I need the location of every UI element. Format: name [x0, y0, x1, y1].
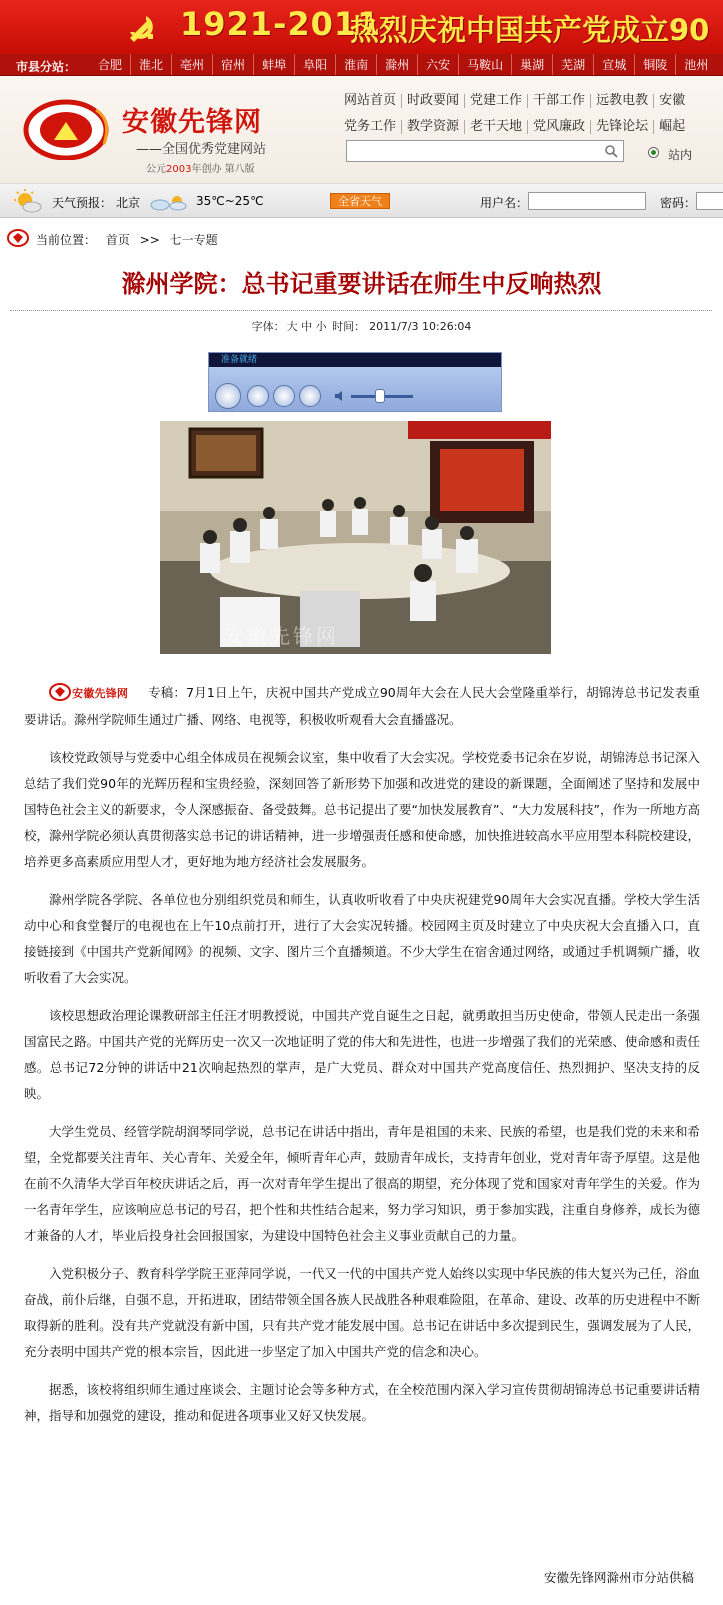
article-paragraph: [24, 680, 700, 733]
city-link[interactable]: 亳州: [171, 54, 212, 76]
breadcrumb: [6, 225, 716, 251]
main-nav-row: [344, 88, 723, 114]
search-scope-radio[interactable]: [648, 147, 659, 158]
search-input[interactable]: [346, 140, 624, 162]
site-tagline: ——全国优秀党建网站: [136, 142, 267, 157]
password-label: 密码：: [660, 196, 697, 210]
site-header: [0, 76, 723, 184]
party-emblem-icon: [122, 8, 162, 48]
paragraph-text: 专稿：7月1日上午，庆祝中国共产党成立90周年大会在人民大会堂隆重举行，胡锦涛总书记发表重要讲话。滁州学院师生通过广播、网络、电视等，积极收听观看大会直播盛况。: [24, 685, 700, 727]
article-paragraph: 据悉，该校将组织师生通过座谈会、主题讨论会等多种方式，在全校范围内深入学习宣传贯彻胡锦涛总书记重要讲话精神，指导和加强党的建设，推动和促进各项事业又好又快发展。: [24, 1382, 700, 1423]
meeting-room-photo: [160, 421, 551, 654]
city-list: [90, 54, 716, 76]
stop-icon[interactable]: [247, 385, 269, 407]
breadcrumb-icon: [6, 227, 30, 249]
breadcrumb-label: 当前位置：: [36, 233, 97, 247]
main-nav: [344, 88, 723, 140]
next-icon[interactable]: [299, 385, 321, 407]
nav-item-distance-edu[interactable]: 远教电教: [590, 94, 653, 108]
city-link[interactable]: 合肥: [98, 58, 123, 72]
publish-time: 2011/7/3 10:26:04: [369, 320, 472, 333]
city-link[interactable]: 铜陵: [634, 54, 675, 76]
city-link[interactable]: 蚌埠: [253, 54, 294, 76]
prev-icon[interactable]: [273, 385, 295, 407]
nav-item-rise[interactable]: 崛起: [653, 120, 690, 134]
site-logo-icon[interactable]: [20, 96, 116, 160]
city-link[interactable]: 宿州: [212, 54, 253, 76]
article-source: 安徽先锋网滁州市分站供稿: [543, 1570, 694, 1585]
breadcrumb-section[interactable]: 七一专题: [169, 233, 218, 247]
weather-label: 天气预报：: [52, 196, 113, 210]
site-founded: [146, 160, 255, 175]
article-meta: [0, 318, 723, 334]
article-paragraph: 该校党政领导与党委中心组全体成员在视频会议室，集中收看了大会实况。学校党委书记余在岁说，胡锦涛总书记深入总结了我们党90年的光辉历程和宝贵经验，深刻回答了新形势下加强和改进党的建设的新课题，全面阐述了坚持和发展中国特色社会主义的新要求，令人深感振奋、备受鼓舞。总书记提出了要“加快发展教育”、“大力发展科技”，作为一所地方高校，滁州学院必须认真贯彻落实总书记的讲话精神，进一步增强责任感和使命感，加快推进较高水平应用型本科院校建设，培养更多高素质应用型人才，更好地为地方经济社会发展服务。: [24, 750, 700, 869]
article-paragraph: 入党积极分子、教育科学学院王亚萍同学说，一代又一代的中国共产党人始终以实现中华民族的伟大复兴为己任，浴血奋战，前仆后继，自强不息，开拓进取，团结带领全国各族人民战胜各种艰难险阻，在革命、建设、改革的历史进程中不断取得新的胜利。没有共产党就没有新中国，只有共产党才能发展中国。总书记在讲话中多次提到民生，强调发展为了人民，充分表明中国共产党的根本宗旨，因此进一步坚定了加入中国共产党的信念和决心。: [24, 1266, 700, 1359]
player-status: 准备就绪: [209, 353, 501, 367]
weather-temp: 35℃~25℃: [196, 194, 264, 208]
breadcrumb-home[interactable]: 首页: [105, 233, 130, 247]
nav-item-home[interactable]: 网站首页: [344, 93, 397, 108]
volume-knob[interactable]: [375, 389, 385, 403]
username-input[interactable]: [528, 192, 646, 210]
font-size-large[interactable]: 大: [286, 320, 298, 333]
nav-item-cadre[interactable]: 干部工作: [527, 94, 590, 108]
nav-item-news[interactable]: 时政要闻: [401, 94, 464, 108]
search-icon[interactable]: [604, 144, 618, 158]
font-size-label: 字体：: [251, 320, 285, 333]
nav-item-party-building[interactable]: 党建工作: [464, 94, 527, 108]
banner-slogan: 热烈庆祝中国共产党成立90: [350, 13, 710, 47]
city-link[interactable]: 芜湖: [552, 54, 593, 76]
site-name: 安徽先锋网: [122, 107, 262, 138]
password-input[interactable]: [696, 192, 723, 210]
nav-item-forum[interactable]: 先锋论坛: [590, 120, 653, 134]
cloud-icon: [148, 192, 188, 212]
city-link[interactable]: 滁州: [376, 54, 417, 76]
founded-suffix: 年创办 第八版: [191, 164, 255, 175]
top-banner: [0, 0, 723, 54]
article-paragraph: 滁州学院各学院、各单位也分别组织党员和师生，认真收听收看了中央庆祝建党90周年大会实况直播。学校大学生活动中心和食堂餐厅的电视也在上午10点前打开，进行了大会实况转播。校园网主页及时建立了中央庆祝大会直播入口，直接链接到《中国共产党新闻网》的视频、文字、图片三个直播频道。不少大学生在宿舍通过网络，或通过手机调频广播，收听收看了大会实况。: [24, 892, 700, 985]
city-link[interactable]: 六安: [417, 54, 458, 76]
city-link[interactable]: 宣城: [593, 54, 634, 76]
play-icon[interactable]: [215, 383, 241, 409]
sun-icon: [12, 188, 42, 214]
banner-years: 1921-2011: [180, 5, 381, 43]
inline-logo-text: 安徽先锋网: [72, 687, 129, 700]
breadcrumb-separator: >>: [139, 233, 160, 247]
city-link[interactable]: 淮南: [335, 54, 376, 76]
nav-item-party-affairs[interactable]: 党务工作: [344, 119, 397, 134]
founded-year: 2003: [166, 164, 192, 175]
nav-item-anhui[interactable]: 安徽: [653, 94, 690, 108]
title-divider: [10, 310, 712, 311]
username-label: 用户名：: [480, 196, 529, 210]
nav-item-integrity[interactable]: 党风廉政: [527, 120, 590, 134]
nav-item-veterans[interactable]: 老干天地: [464, 120, 527, 134]
weather-login-bar: [0, 184, 723, 218]
time-label: 时间：: [332, 320, 366, 333]
city-nav-label: 市县分站：: [16, 60, 77, 74]
city-link[interactable]: 池州: [675, 54, 716, 76]
city-link[interactable]: 巢湖: [511, 54, 552, 76]
province-weather-button[interactable]: 全省天气: [330, 193, 390, 209]
font-size-medium[interactable]: 中: [301, 320, 313, 333]
article-paragraph: 大学生党员、经管学院胡润琴同学说，总书记在讲话中指出，青年是祖国的未来、民族的希望，也是我们党的未来和希望，全党都要关注青年、关心青年、关爱全年，倾听青年心声，鼓励青年成长，支持青年创业，党对青年寄予厚望。这是他在前不久清华大学百年校庆讲话之后，再一次对青年学生提出了很高的期望，充分体现了党和国家对青年学生的关爱。作为一名青年学生，应该响应总书记的号召，把个性和共性结合起来，努力学习知识，勇于参加实践，注重自身修养，成长为德才兼备的人才，毕业后投身社会回报国家，为建设中国特色社会主义事业贡献自己的力量。: [24, 1124, 700, 1243]
volume-icon[interactable]: [333, 389, 347, 403]
search-scope-label: 站内: [668, 148, 693, 162]
article-paragraph: 该校思想政治理论课教研部主任汪才明教授说，中国共产党自诞生之日起，就勇敢担当历史使命，带领人民走出一条强国富民之路。中国共产党的光辉历史一次又一次地证明了党的伟大和先进性，也进一步增强了我们的光荣感、使命感和责任感。总书记72分钟的讲话中21次响起热烈的掌声，是广大党员、群众对中国共产党高度信任、热烈拥护、坚决支持的反映。: [24, 1008, 700, 1101]
article-body: [24, 680, 700, 1441]
breadcrumb-text: [36, 231, 218, 248]
article-photo: [160, 421, 551, 654]
founded-prefix: 公元: [146, 164, 166, 175]
weather-city: 北京: [116, 196, 141, 210]
city-link[interactable]: 马鞍山: [458, 54, 511, 76]
media-player: [208, 352, 502, 412]
main-nav-row: [344, 114, 723, 140]
photo-watermark: 安徽先锋网: [224, 624, 339, 648]
city-link[interactable]: 阜阳: [294, 54, 335, 76]
article-title: 滁州学院：总书记重要讲话在师生中反响热烈: [121, 269, 602, 298]
font-size-small[interactable]: 小: [315, 320, 327, 333]
nav-item-teaching[interactable]: 教学资源: [401, 120, 464, 134]
city-link[interactable]: 淮北: [130, 54, 171, 76]
city-nav-bar: [0, 54, 723, 76]
